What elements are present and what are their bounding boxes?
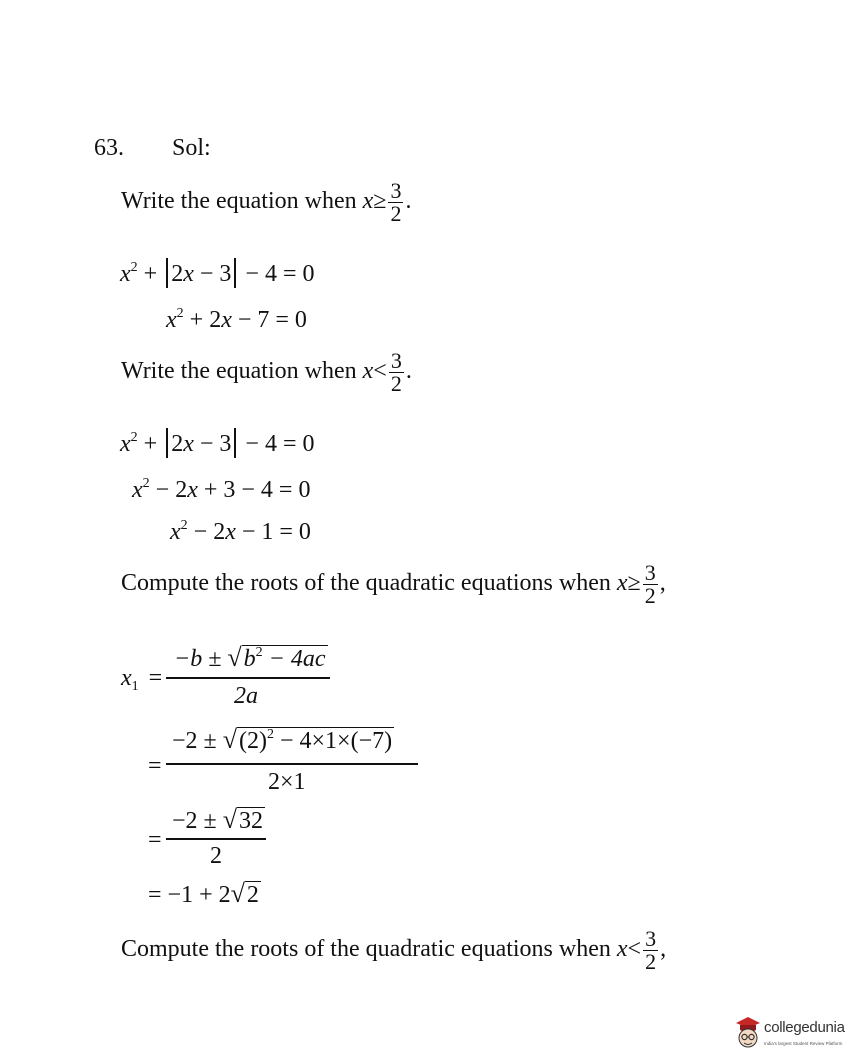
roots-ge-relation: ≥	[627, 570, 641, 597]
case-lt-intro-text: Write the equation when	[121, 358, 357, 385]
eq-lt-line2	[132, 476, 310, 504]
q-s4-radicand: 2	[246, 882, 259, 908]
brand-tagline: India's largest Student Review Platform	[764, 1041, 843, 1046]
q-step2-num	[172, 726, 394, 755]
q-s2-prefix: −2 ±	[172, 728, 223, 754]
sqrt-sign: √	[227, 643, 242, 672]
eq-lt-line3	[170, 518, 311, 546]
case-lt-var: x	[362, 358, 374, 385]
case-ge-fraction	[388, 180, 403, 225]
q-s2-rest: − 4×1×(−7)	[273, 728, 393, 754]
eq-ge-l1-x2: x	[183, 261, 194, 287]
roots-lt-intro	[121, 928, 666, 973]
eq-ge-l1-coef: 2	[171, 261, 184, 287]
q-s1-b: b	[243, 646, 256, 672]
roots-lt-frac-den: 2	[645, 949, 657, 974]
case-ge-relation: ≥	[373, 188, 387, 215]
roots-lt-trail: ,	[660, 936, 667, 963]
q-step4	[148, 880, 261, 909]
case-lt-trail: .	[405, 358, 412, 385]
eq-lt-l3-x: x	[170, 519, 181, 545]
eq-ge-line2	[166, 306, 307, 334]
abs-bar-close	[234, 258, 236, 288]
q-step3-num	[172, 806, 265, 835]
eq-lt-l1-plus: +	[137, 431, 164, 457]
eq-lt-l2-b: + 3 − 4 = 0	[197, 477, 311, 503]
sol-label: Sol:	[172, 135, 211, 161]
case-ge-var: x	[362, 188, 374, 215]
case-ge-intro-text: Write the equation when	[121, 188, 357, 215]
roots-ge-frac-num: 3	[644, 560, 656, 585]
roots-lt-relation: <	[627, 936, 642, 963]
q-step3-eq: =	[148, 827, 162, 853]
q-step1-num	[174, 644, 328, 673]
q-s2-radicand	[237, 727, 394, 754]
q-step2-den: 2×1	[268, 769, 306, 795]
eq-lt-l2-x: x	[132, 477, 143, 503]
q-s3-prefix: −2 ±	[172, 808, 223, 834]
roots-lt-fraction	[643, 928, 658, 973]
eq-lt-l1-x: x	[120, 431, 131, 457]
q-lhs	[121, 664, 162, 692]
eq-lt-l2-a: − 2	[149, 477, 188, 503]
q-s1-rest: − 4ac	[262, 646, 326, 672]
eq-ge-l1-tail: − 4 = 0	[239, 261, 315, 287]
roots-ge-trail: ,	[659, 570, 666, 597]
eq-lt-l2-exp: 2	[142, 476, 150, 491]
case-lt-relation: <	[373, 358, 387, 385]
abs-bar-open	[166, 258, 168, 288]
eq-lt-l1-tail: − 4 = 0	[239, 431, 315, 457]
case-ge-trail: .	[405, 188, 412, 215]
eq-lt-l3-a: − 2	[187, 519, 226, 545]
roots-ge-intro-text: Compute the roots of the quadratic equations when	[121, 570, 611, 597]
roots-ge-intro	[121, 562, 666, 607]
eq-ge-line1	[120, 258, 314, 288]
eq-ge-l1-inner: − 3	[193, 261, 232, 287]
q-lhs-var: x	[121, 665, 132, 691]
eq-ge-l2-a: + 2	[183, 307, 222, 333]
eq-lt-l1-x2: x	[183, 431, 194, 457]
roots-ge-frac-den: 2	[644, 583, 656, 608]
eq-lt-line1	[120, 428, 314, 458]
eq-ge-l1-plus: +	[137, 261, 164, 287]
q-step1-den: 2a	[234, 683, 258, 709]
q-step2-fraction-line	[166, 763, 418, 765]
q-s4-prefix: = −1 + 2	[148, 882, 231, 908]
case-lt-fraction	[389, 350, 404, 395]
eq-lt-l1-inner: − 3	[193, 431, 232, 457]
eq-lt-l1-exp: 2	[130, 430, 138, 445]
eq-lt-l3-b: − 1 = 0	[235, 519, 311, 545]
eq-lt-l3-exp: 2	[180, 518, 188, 533]
q-step3-fraction-line	[166, 838, 266, 840]
sqrt-sign: √	[222, 725, 237, 754]
sqrt-sign: √	[222, 805, 237, 834]
collegedunia-logo[interactable]	[734, 1012, 856, 1058]
brand-name: collegedunia	[764, 1019, 845, 1036]
q-lhs-sub: 1	[131, 679, 139, 694]
q-step1-fraction-line	[166, 677, 330, 679]
eq-ge-l2-x2: x	[221, 307, 232, 333]
eq-ge-l1-x: x	[120, 261, 131, 287]
roots-lt-intro-text: Compute the roots of the quadratic equations when	[121, 936, 611, 963]
q-s1-radicand	[242, 645, 328, 672]
eq-lt-l3-x2: x	[225, 519, 236, 545]
case-lt-frac-den: 2	[390, 371, 402, 396]
roots-lt-frac-num: 3	[645, 926, 657, 951]
case-lt-frac-num: 3	[390, 348, 402, 373]
eq-lt-l2-x2: x	[187, 477, 198, 503]
eq-ge-l2-exp: 2	[176, 306, 184, 321]
q-step3-den: 2	[210, 843, 222, 869]
q-s1-exp: 2	[255, 645, 263, 660]
abs-bar-open	[166, 428, 168, 458]
case-ge-frac-den: 2	[390, 201, 402, 226]
eq-ge-l2-b: − 7 = 0	[231, 307, 307, 333]
case-ge-frac-num: 3	[390, 178, 402, 203]
roots-ge-var: x	[616, 570, 628, 597]
eq-ge-l1-exp: 2	[130, 260, 138, 275]
q-s2-base: (2)	[239, 728, 267, 754]
problem-number: 63.	[94, 135, 124, 161]
graduate-mascot-icon	[734, 1014, 762, 1052]
q-s3-radicand: 32	[239, 808, 263, 834]
case-lt-intro	[121, 350, 412, 395]
q-s2-exp: 2	[266, 727, 274, 742]
roots-lt-var: x	[616, 936, 628, 963]
abs-bar-close	[234, 428, 236, 458]
q-lhs-eq: =	[148, 665, 163, 691]
sqrt-sign: √	[230, 879, 245, 908]
eq-lt-l1-coef: 2	[171, 431, 184, 457]
q-s1-minus-b: −b ±	[174, 646, 228, 672]
case-ge-intro	[121, 180, 411, 225]
q-step2-eq: =	[148, 753, 162, 779]
eq-ge-l2-x: x	[166, 307, 177, 333]
roots-ge-fraction	[643, 562, 658, 607]
